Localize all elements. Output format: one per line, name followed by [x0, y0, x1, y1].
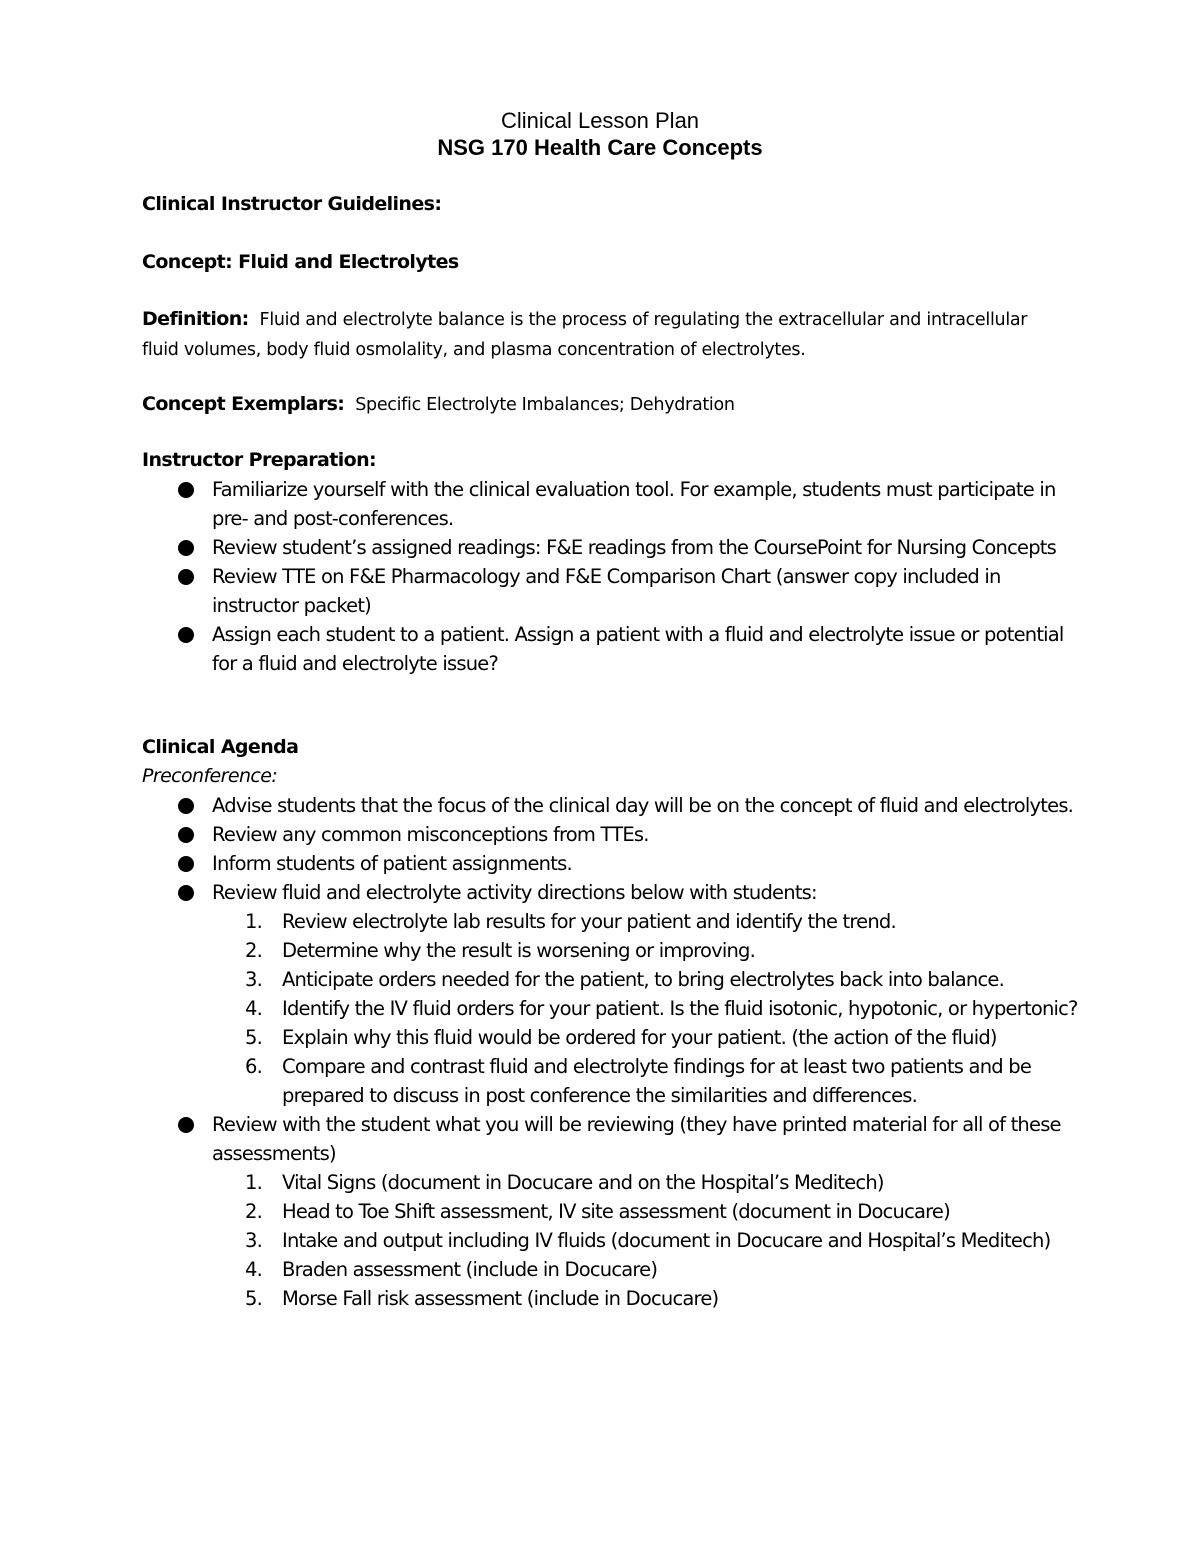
list-item: Inform students of patient assignments.: [142, 849, 1082, 878]
definition-paragraph: [142, 305, 1062, 365]
bullet-icon: [178, 798, 194, 814]
document-subtitle: NSG 170 Health Care Concepts: [437, 135, 763, 160]
numbered-item: 5. Morse Fall risk assessment (include in Docucare): [245, 1287, 719, 1310]
instructor-prep-list: [142, 475, 1082, 678]
list-item: Review TTE on F&E Pharmacology and F&E Comparison Chart (answer copy included in instructor packet): [142, 562, 1082, 620]
bullet-icon: [178, 1117, 194, 1133]
numbered-item: 6. Compare and contrast fluid and electrolyte findings for at least two patients and be prepared to discuss in post conference the similarities and differences.: [245, 1055, 1032, 1107]
list-item: Review any common misconceptions from TTEs.: [142, 820, 1082, 849]
activity-steps-list: [212, 907, 1082, 1110]
bullet-icon: [178, 569, 194, 585]
bullet-icon: [178, 482, 194, 498]
bullet-icon: [178, 827, 194, 843]
agenda-heading: Clinical Agenda: [142, 736, 299, 758]
numbered-item: 1. Vital Signs (document in Docucare and on the Hospital’s Meditech): [245, 1171, 884, 1194]
document-title: Clinical Lesson Plan: [500, 108, 700, 133]
exemplars-label: Concept Exemplars:: [142, 393, 345, 415]
concept-heading: Concept: Fluid and Electrolytes: [142, 251, 459, 273]
list-item: Familiarize yourself with the clinical evaluation tool. For example, students must participate in pre- and post-conferences.: [142, 475, 1082, 533]
numbered-item: 2. Head to Toe Shift assessment, IV site assessment (document in Docucare): [245, 1200, 950, 1223]
preconference-list: [142, 791, 1082, 1313]
bullet-icon: [178, 540, 194, 556]
definition-label: Definition:: [142, 308, 249, 330]
list-item: Assign each student to a patient. Assign a patient with a fluid and electrolyte issue or potential for a fluid and electrolyte issue?: [142, 620, 1082, 678]
bullet-icon: [178, 627, 194, 643]
numbered-item: 2. Determine why the result is worsening or improving.: [245, 939, 755, 962]
numbered-item: 5. Explain why this fluid would be ordered for your patient. (the action of the fluid): [245, 1026, 997, 1049]
numbered-item: 4. Braden assessment (include in Docucare): [245, 1258, 658, 1281]
list-item: Review with the student what you will be reviewing (they have printed material for all of these assessments) 1. Vital Signs (document in Docucare and on the Hospital’s Meditech) 2. Head to Toe Shift assessment, IV site assessment (document in Docucare) 3. Intake and output including IV fluids (document in Docucare and Hospital’s Meditech) 4. Braden assessment (include in Docucare) 5. Morse Fall risk assessment (include in Docucare): [142, 1110, 1082, 1313]
exemplars-text: Specific Electrolyte Imbalances; Dehydration: [355, 395, 735, 415]
numbered-item: 4. Identify the IV fluid orders for your patient. Is the fluid isotonic, hypotonic, or hypertonic?: [245, 997, 1078, 1020]
list-item: Advise students that the focus of the clinical day will be on the concept of fluid and electrolytes.: [142, 791, 1082, 820]
list-item: Review student’s assigned readings: F&E readings from the CoursePoint for Nursing Concepts: [142, 533, 1082, 562]
guidelines-heading: Clinical Instructor Guidelines:: [142, 193, 442, 215]
assessments-list: [212, 1168, 1082, 1313]
definition-text: Fluid and electrolyte balance is the process of regulating the extracellular and intracellular fluid volumes, body fluid osmolality, and plasma concentration of electrolytes.: [142, 310, 1028, 360]
instructor-prep-heading: Instructor Preparation:: [142, 449, 377, 471]
numbered-item: 3. Intake and output including IV fluids (document in Docucare and Hospital’s Meditech): [245, 1229, 1051, 1252]
bullet-icon: [178, 856, 194, 872]
numbered-item: 3. Anticipate orders needed for the patient, to bring electrolytes back into balance.: [245, 968, 1004, 991]
preconference-subheading: Preconference:: [142, 765, 278, 787]
bullet-icon: [178, 885, 194, 901]
exemplars-paragraph: [142, 390, 1062, 420]
numbered-item: 1. Review electrolyte lab results for your patient and identify the trend.: [245, 910, 896, 933]
list-item: Review fluid and electrolyte activity directions below with students: 1. Review electrolyte lab results for your patient and identify the trend. 2. Determine why the result is worsening or improving. 3. Anticipate orders needed for the patient, to bring electrolytes back into balance. 4. Identify the IV fluid orders for your patient. Is the fluid isotonic, hypotonic, or hypertonic? 5. Explain why this fluid would be ordered for your patient. (the action of the fluid) 6. Compare and contrast fluid and electrolyte findings for at least two patients and be prepared to discuss in post conference the similarities and differences.: [142, 878, 1082, 1110]
